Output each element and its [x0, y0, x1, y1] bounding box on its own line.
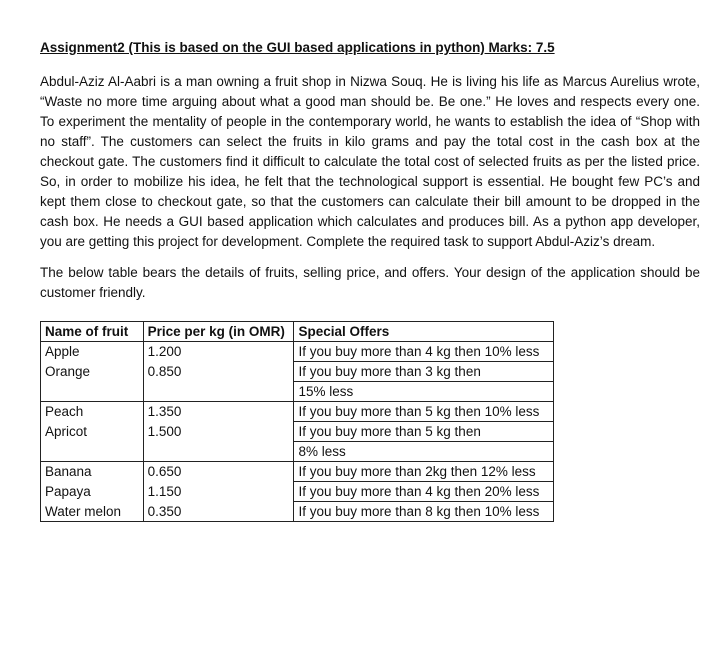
fruit-name: Apple [41, 342, 144, 362]
fruit-offer-line-1: If you buy more than 3 kg then [294, 362, 554, 382]
table-row-apple [41, 342, 554, 362]
fruit-price: 1.200 [143, 342, 294, 362]
header-special-offers: Special Offers [294, 322, 554, 342]
empty-cell [143, 382, 294, 402]
table-row-banana [41, 462, 554, 482]
table-intro-paragraph: The below table bears the details of fruits, selling price, and offers. Your design of the application should be customer friendly. [40, 265, 700, 300]
table-row-apricot [41, 422, 554, 442]
fruit-price: 0.650 [143, 462, 294, 482]
fruit-offer: If you buy more than 8 kg then 10% less [294, 502, 554, 522]
table-row-papaya [41, 482, 554, 502]
fruit-price-table [40, 321, 554, 522]
fruit-name: Water melon [41, 502, 144, 522]
fruit-name: Banana [41, 462, 144, 482]
table-row-apricot-continued [41, 442, 554, 462]
fruit-name: Peach [41, 402, 144, 422]
fruit-offer: If you buy more than 5 kg then 10% less [294, 402, 554, 422]
fruit-offer-line-2: 15% less [294, 382, 554, 402]
fruit-price: 0.350 [143, 502, 294, 522]
intro-paragraph: Abdul-Aziz Al-Aabri is a man owning a fruit shop in Nizwa Souq. He is living his life as Marcus Aurelius wrote, “Waste no more time arguing about what a good man should be. Be one.” He loves and respects every one. To experiment the mentality of people in the contemporary world, he wants to establish the idea of “Shop with no staff”. The customers can select the fruits in kilo grams and pay the total cost in the cash box at the checkout gate. The customers find it difficult to calculate the total cost of selected fruits as per the listed price. So, in order to mobilize his idea, he felt that the technological support is essential. He bought few PC’s and kept them close to checkout gate, so that the customers can calculate their bill amount to be dropped in the cash box. He needs a GUI based application which calculates and produces bill. As a python app developer, you are getting this project for development. Complete the required task to support Abdul-Aziz’s dream. [40, 74, 700, 249]
fruit-price: 1.350 [143, 402, 294, 422]
fruit-name: Papaya [41, 482, 144, 502]
assignment-heading: Assignment2 (This is based on the GUI based applications in python) Marks: 7.5 [40, 40, 555, 55]
fruit-offer-line-2: 8% less [294, 442, 554, 462]
empty-cell [143, 442, 294, 462]
header-fruit-name: Name of fruit [41, 322, 144, 342]
table-row-orange [41, 362, 554, 382]
fruit-offer-line-1: If you buy more than 5 kg then [294, 422, 554, 442]
table-row-peach [41, 402, 554, 422]
fruit-name: Apricot [41, 422, 144, 442]
fruit-offer: If you buy more than 2kg then 12% less [294, 462, 554, 482]
empty-cell [41, 382, 144, 402]
fruit-price: 1.500 [143, 422, 294, 442]
fruit-price: 0.850 [143, 362, 294, 382]
fruit-price: 1.150 [143, 482, 294, 502]
fruit-offer: If you buy more than 4 kg then 10% less [294, 342, 554, 362]
document-page [40, 38, 700, 522]
empty-cell [41, 442, 144, 462]
table-header-row [41, 322, 554, 342]
table-row-orange-continued [41, 382, 554, 402]
header-price: Price per kg (in OMR) [143, 322, 294, 342]
fruit-offer: If you buy more than 4 kg then 20% less [294, 482, 554, 502]
table-row-water-melon [41, 502, 554, 522]
fruit-name: Orange [41, 362, 144, 382]
